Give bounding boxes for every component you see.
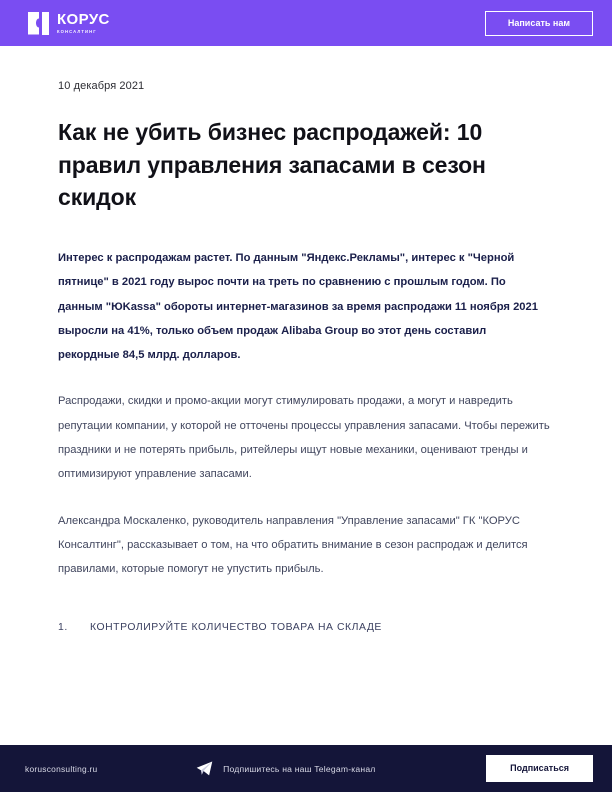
rules-list	[58, 622, 554, 633]
rule-heading: КОНТРОЛИРУЙТЕ КОЛИЧЕСТВО ТОВАРА НА СКЛАДЕ	[90, 621, 382, 633]
footer-telegram-label: Подпишитесь на наш Telegam-канал	[223, 763, 376, 774]
brand-logo[interactable]	[28, 12, 110, 35]
publication-date: 10 декабря 2021	[58, 80, 145, 92]
contact-us-button[interactable]: Написать нам	[485, 11, 593, 36]
brand-name: КОРУС	[57, 11, 110, 29]
footer-website-link[interactable]: korusconsulting.ru	[25, 763, 98, 774]
article-lead-paragraph: Интерес к распродажам растет. По данным "Яндекс.Рекламы", интерес к "Черной пятнице" в 2021 году вырос почти на треть по сравнению с прошлым годом. По данным "ЮKassa" обороты интернет-магазинов за время распродажи 11 ноября 2021 выросли на 41%, только объем продаж Alibaba Group во этот день составил рекордные 84,5 млрд. долларов.	[58, 251, 538, 362]
telegram-paper-plane-icon	[196, 761, 213, 776]
brand-subtitle: КОНСАЛТИНГ	[57, 28, 97, 34]
subscribe-button[interactable]: Подписаться	[486, 755, 593, 782]
page-title: Как не убить бизнес распродажей: 10 правил управления запасами в сезон скидок	[58, 119, 486, 211]
site-footer	[0, 745, 612, 792]
list-item	[58, 622, 554, 633]
rule-number: 1.	[58, 621, 68, 633]
article-paragraph-2: Александра Москаленко, руководитель направления "Управление запасами" ГК "КОРУС Консалтинг", рассказывает о том, на что обратить внимание в сезон распродаж и делится правилами, которые помогут не упустить прибыль.	[58, 514, 528, 576]
site-header	[0, 0, 612, 46]
footer-telegram-promo[interactable]	[97, 761, 474, 776]
article-paragraph-1: Распродажи, скидки и промо-акции могут стимулировать продажи, а могут и навредить репутации компании, у которой не отточены процессы управления запасами. Чтобы пережить праздники и не потерять прибыль, ритейлеры ищут новые механики, оценивают тренды и оптимизируют управление запасами.	[58, 395, 550, 481]
korus-bracket-logo-icon	[28, 12, 50, 35]
brand-text	[57, 12, 110, 34]
article-content	[0, 46, 612, 745]
